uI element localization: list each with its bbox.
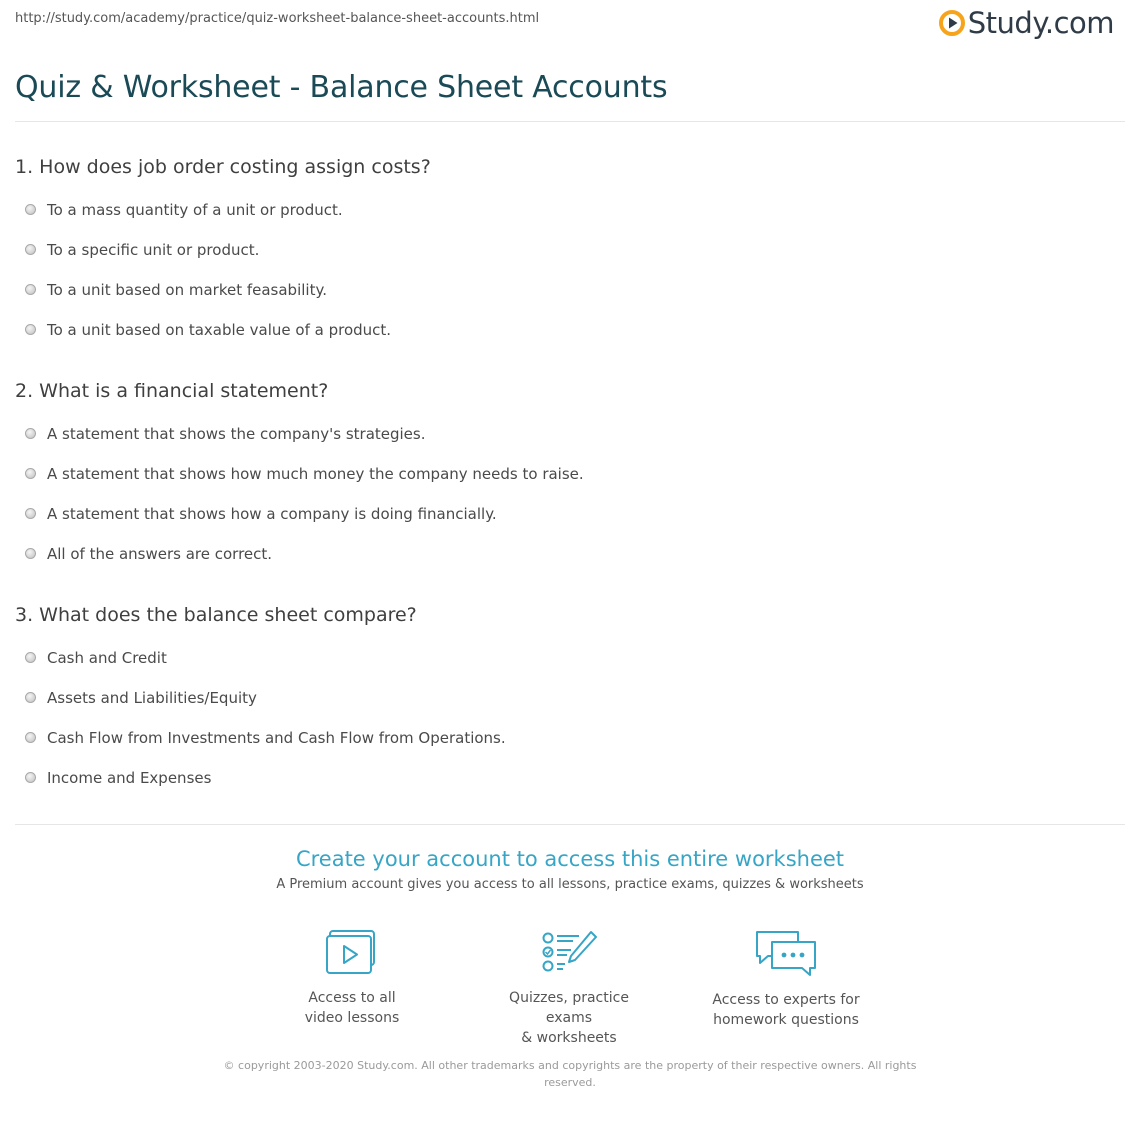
feature-label-line1: Access to experts for [712, 992, 860, 1008]
answer-option[interactable] [15, 718, 506, 758]
answer-option[interactable] [15, 758, 417, 798]
page-url: http://study.com/academy/practice/quiz-worksheet-balance-sheet-accounts.html [15, 11, 540, 26]
page-title: Quiz & Worksheet - Balance Sheet Accounts [15, 70, 668, 105]
create-account-link[interactable]: Create your account to access this entire worksheet [295, 847, 845, 871]
chat-bubbles-icon [754, 930, 818, 978]
answer-label: All of the answers are correct. [47, 545, 273, 563]
answer-label: To a mass quantity of a unit or product. [47, 201, 343, 219]
study-logo[interactable] [939, 6, 1114, 40]
radio-button[interactable] [25, 428, 36, 439]
question-text: 1. How does job order costing assign costs? [15, 156, 431, 178]
radio-button[interactable] [25, 548, 36, 559]
divider [15, 121, 1125, 122]
answer-label: A statement that shows how a company is doing financially. [47, 505, 497, 523]
copyright-text: © copyright 2003-2020 Study.com. All other trademarks and copyrights are the property of their respective owners. All rights reserved. [223, 1059, 917, 1089]
quiz-checklist-icon [541, 930, 597, 976]
radio-button[interactable] [25, 652, 36, 663]
answer-option[interactable] [15, 534, 328, 574]
question-1 [15, 156, 431, 350]
radio-button[interactable] [25, 324, 36, 335]
radio-button[interactable] [25, 244, 36, 255]
premium-description: A Premium account gives you access to all lessons, practice exams, quizzes & worksheets [276, 877, 864, 892]
answer-options [15, 638, 506, 798]
video-lesson-icon [326, 930, 378, 976]
radio-button[interactable] [25, 772, 36, 783]
answer-option[interactable] [15, 454, 584, 494]
answer-option[interactable] [15, 230, 431, 270]
logo-text: Study.com [967, 6, 1114, 40]
answer-label: To a unit based on market feasability. [47, 281, 327, 299]
feature-quizzes [484, 930, 654, 1048]
answer-option[interactable] [15, 414, 426, 454]
question-text: 2. What is a financial statement? [15, 380, 329, 402]
answer-option[interactable] [15, 678, 417, 718]
question-2 [15, 380, 584, 574]
radio-button[interactable] [25, 508, 36, 519]
answer-label: Cash and Credit [47, 649, 167, 667]
radio-button[interactable] [25, 732, 36, 743]
feature-video-lessons [267, 930, 437, 1028]
answer-label: A statement that shows how much money the company needs to raise. [47, 465, 584, 483]
answer-option[interactable] [15, 270, 431, 310]
feature-label-line1: Access to all [308, 990, 396, 1006]
radio-button[interactable] [25, 692, 36, 703]
divider [15, 824, 1125, 825]
answer-option[interactable] [15, 310, 431, 350]
question-text: 3. What does the balance sheet compare? [15, 604, 417, 626]
answer-label: To a unit based on taxable value of a product. [47, 321, 392, 339]
question-3 [15, 604, 506, 798]
answer-option[interactable] [15, 190, 431, 230]
answer-label: Income and Expenses [47, 769, 212, 787]
feature-label-line2: video lessons [304, 1010, 400, 1026]
feature-experts [701, 930, 871, 1030]
radio-button[interactable] [25, 204, 36, 215]
feature-label-line2: & worksheets [521, 1030, 617, 1046]
feature-label-line1: Quizzes, practice exams [509, 990, 629, 1026]
radio-button[interactable] [25, 284, 36, 295]
play-circle-icon [939, 10, 965, 36]
answer-label: A statement that shows the company's strategies. [47, 425, 426, 443]
answer-label: Assets and Liabilities/Equity [47, 689, 257, 707]
answer-option[interactable] [15, 638, 417, 678]
answer-options [15, 414, 584, 574]
answer-options [15, 190, 431, 350]
answer-label: To a specific unit or product. [47, 241, 260, 259]
radio-button[interactable] [25, 468, 36, 479]
answer-label: Cash Flow from Investments and Cash Flow from Operations. [47, 729, 506, 747]
feature-label-line2: homework questions [713, 1012, 859, 1028]
answer-option[interactable] [15, 494, 497, 534]
